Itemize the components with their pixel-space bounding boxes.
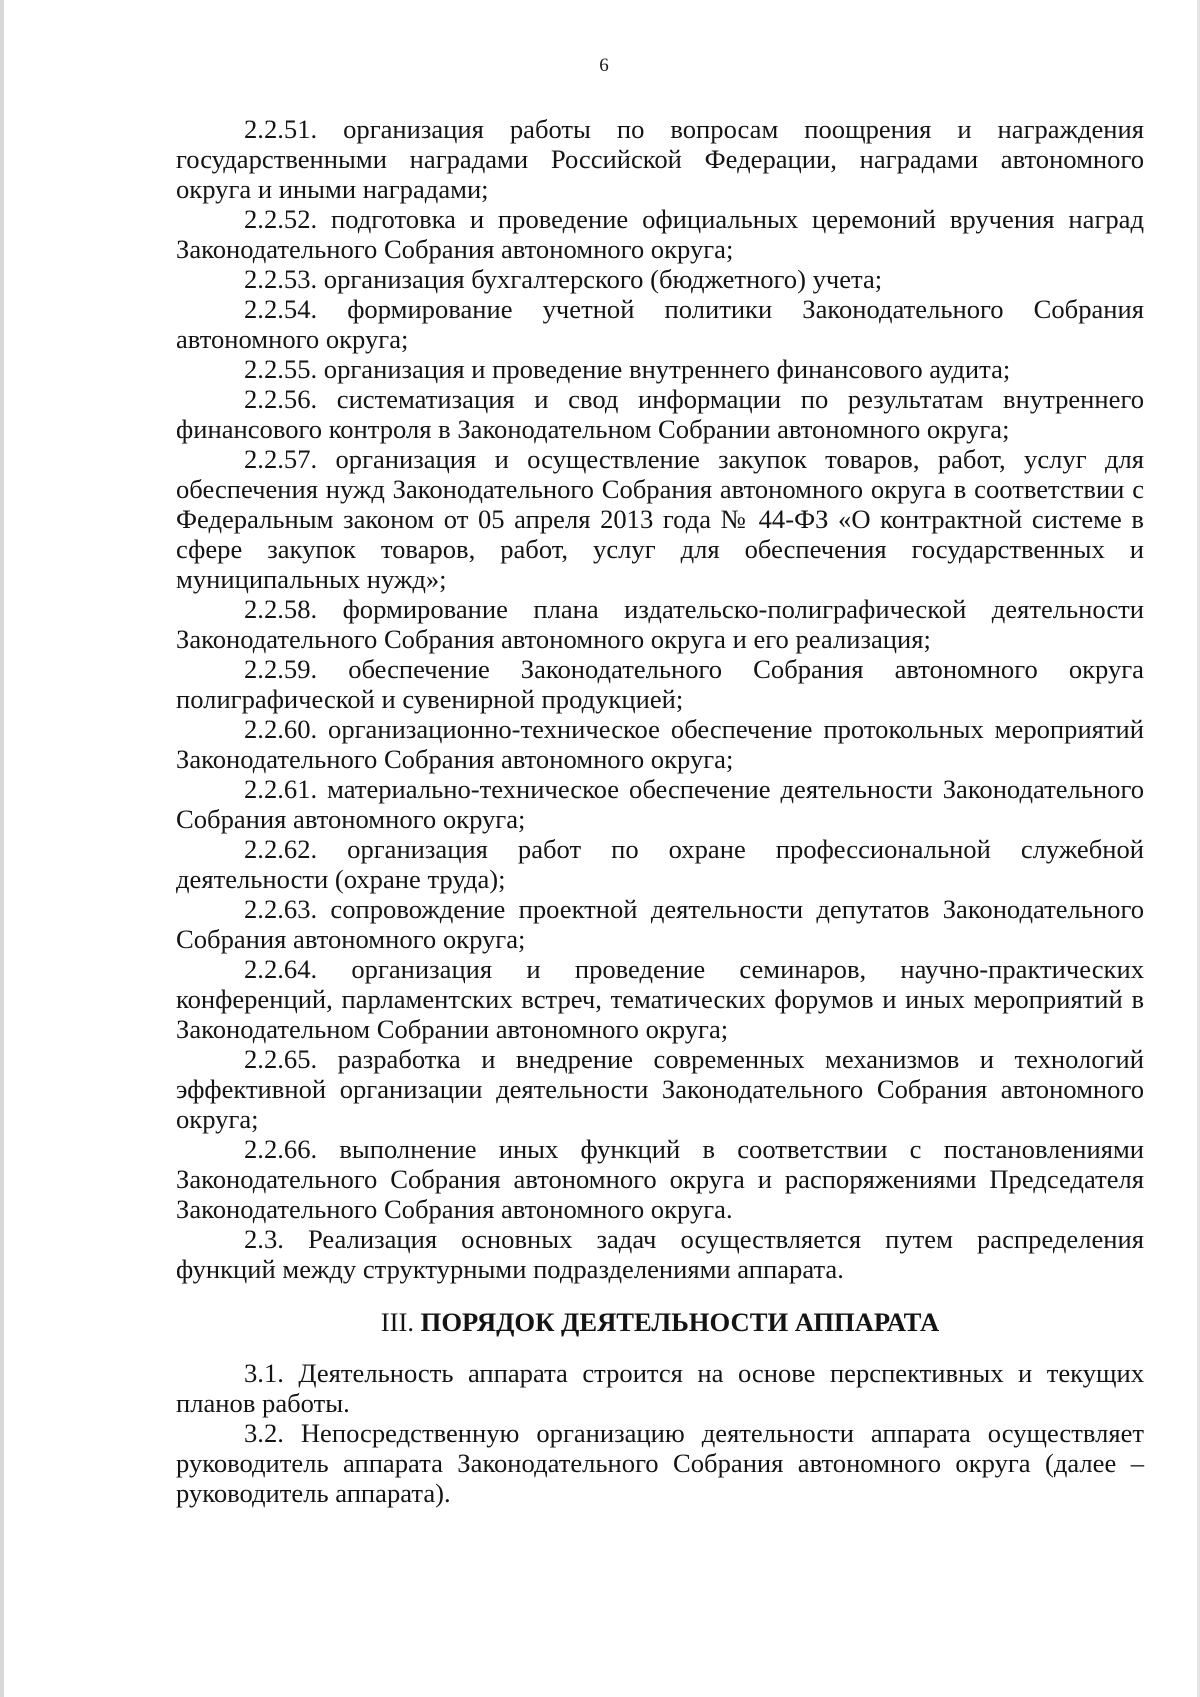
paragraph-2-2-64: 2.2.64. организация и проведение семинаров, научно-практических конференций, парламентских встреч, тематических форумов и иных мероприятий в Законодательном Собрании автономного округа; — [176, 954, 1144, 1044]
paragraph-2-2-59: 2.2.59. обеспечение Законодательного Собрания автономного округа полиграфической и сувенирной продукцией; — [176, 654, 1144, 714]
paragraph-2-2-55: 2.2.55. организация и проведение внутреннего финансового аудита; — [244, 354, 1011, 384]
paragraph-2-2-52: 2.2.52. подготовка и проведение официальных церемоний вручения наград Законодательного Собрания автономного округа; — [176, 204, 1144, 264]
paragraph-2-2-58: 2.2.58. формирование плана издательско-полиграфической деятельности Законодательного Собрания автономного округа и его реализация; — [176, 594, 1144, 654]
paragraph-2-2-65: 2.2.65. разработка и внедрение современных механизмов и технологий эффективной организации деятельности Законодательного Собрания автономного округа; — [176, 1044, 1144, 1134]
paragraph-2-2-62: 2.2.62. организация работ по охране профессиональной служебной деятельности (охране труда); — [176, 834, 1144, 894]
section-heading — [176, 1306, 1144, 1338]
page-number: 6 — [599, 55, 609, 76]
paragraph-3-1: 3.1. Деятельность аппарата строится на основе перспективных и текущих планов работы. — [176, 1358, 1144, 1418]
paragraph-2-2-53: 2.2.53. организация бухгалтерского (бюджетного) учета; — [244, 264, 883, 294]
paragraph-3-2: 3.2. Непосредственную организацию деятельности аппарата осуществляет руководитель аппарата Законодательного Собрания автономного округа (далее – руководитель аппарата). — [176, 1418, 1144, 1508]
paragraph-2-2-61: 2.2.61. материально-техническое обеспечение деятельности Законодательного Собрания автономного округа; — [176, 774, 1144, 834]
section-numeral: III. — [380, 1307, 414, 1337]
paragraph-2-3: 2.3. Реализация основных задач осуществляется путем распределения функций между структурными подразделениями аппарата. — [176, 1224, 1144, 1284]
paragraph-2-2-56: 2.2.56. систематизация и свод информации по результатам внутреннего финансового контроля в Законодательном Собрании автономного округа; — [176, 384, 1144, 444]
section-title: ПОРЯДОК ДЕЯТЕЛЬНОСТИ АППАРАТА — [420, 1307, 940, 1337]
paragraph-2-2-54: 2.2.54. формирование учетной политики Законодательного Собрания автономного округа; — [176, 294, 1144, 354]
paragraph-2-2-66: 2.2.66. выполнение иных функций в соответствии с постановлениями Законодательного Собрания автономного округа и распоряжениями Председателя Законодательного Собрания автономного округа. — [176, 1134, 1144, 1224]
paragraph-2-2-57: 2.2.57. организация и осуществление закупок товаров, работ, услуг для обеспечения нужд Законодательного Собрания автономного округа в соответствии с Федеральным законом от 05 апреля 2013 года № 44-ФЗ «О контрактной системе в сфере закупок товаров, работ, услуг для обеспечения государственных и муниципальных нужд»; — [176, 444, 1144, 594]
paragraph-2-2-51: 2.2.51. организация работы по вопросам поощрения и награждения государственными наградами Российской Федерации, наградами автономного округа и иными наградами; — [176, 114, 1144, 204]
paragraph-2-2-60: 2.2.60. организационно-техническое обеспечение протокольных мероприятий Законодательного Собрания автономного округа; — [176, 714, 1144, 774]
paragraph-2-2-63: 2.2.63. сопровождение проектной деятельности депутатов Законодательного Собрания автономного округа; — [176, 894, 1144, 954]
document-body — [176, 114, 1144, 1508]
